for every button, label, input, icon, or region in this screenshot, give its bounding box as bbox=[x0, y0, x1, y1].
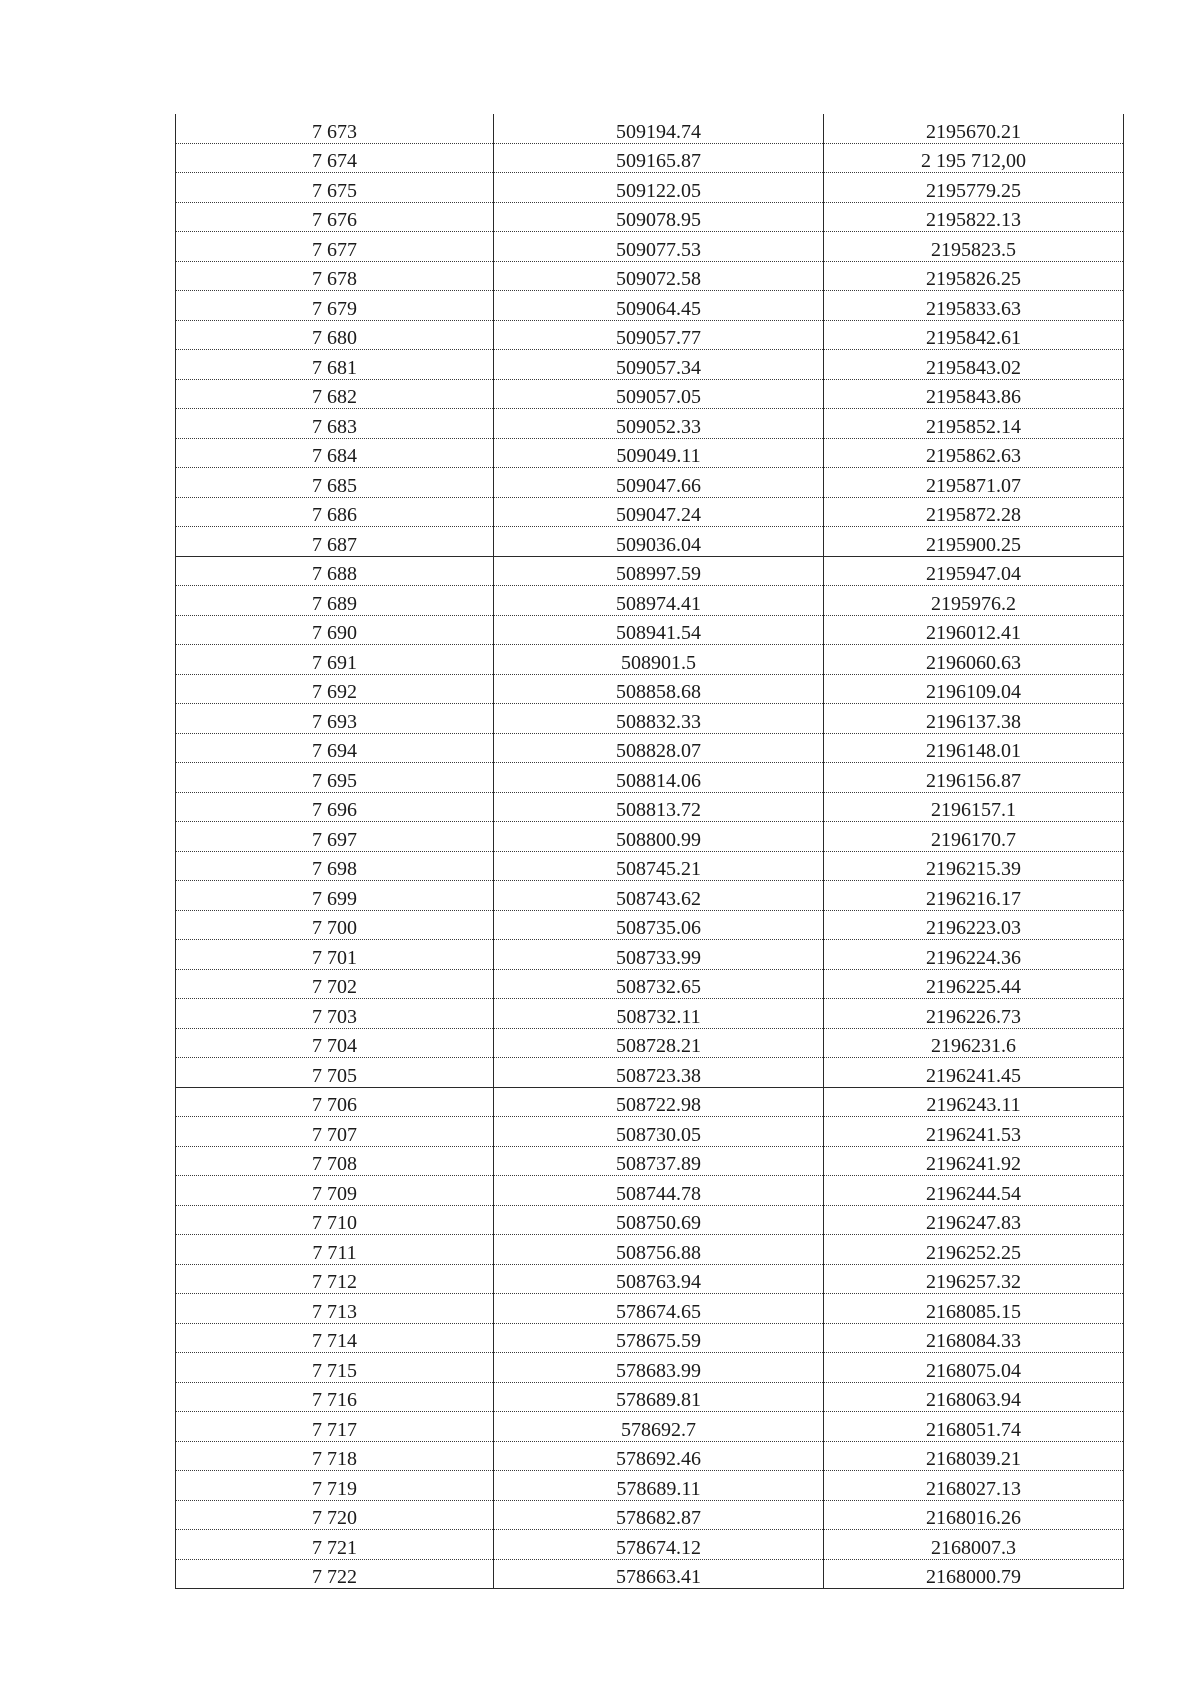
x-coordinate-cell: 509078.95 bbox=[494, 202, 824, 232]
x-coordinate-cell: 508733.99 bbox=[494, 940, 824, 970]
y-coordinate-cell: 2196156.87 bbox=[824, 763, 1124, 793]
point-number-cell: 7 698 bbox=[176, 851, 494, 881]
y-coordinate-cell: 2168085.15 bbox=[824, 1294, 1124, 1324]
point-number-cell: 7 685 bbox=[176, 468, 494, 498]
table-row bbox=[176, 999, 1124, 1029]
y-coordinate-cell: 2 195 712,00 bbox=[824, 143, 1124, 173]
point-number-cell: 7 673 bbox=[176, 114, 494, 143]
table-row bbox=[176, 674, 1124, 704]
x-coordinate-cell: 509064.45 bbox=[494, 291, 824, 321]
point-number-cell: 7 696 bbox=[176, 792, 494, 822]
x-coordinate-cell: 578689.81 bbox=[494, 1382, 824, 1412]
y-coordinate-cell: 2196243.11 bbox=[824, 1087, 1124, 1117]
point-number-cell: 7 677 bbox=[176, 232, 494, 262]
x-coordinate-cell: 509036.04 bbox=[494, 527, 824, 557]
table-row bbox=[176, 1441, 1124, 1471]
table-row bbox=[176, 468, 1124, 498]
x-coordinate-cell: 578674.65 bbox=[494, 1294, 824, 1324]
table-row bbox=[176, 704, 1124, 734]
x-coordinate-cell: 578682.87 bbox=[494, 1500, 824, 1530]
point-number-cell: 7 704 bbox=[176, 1028, 494, 1058]
table-row bbox=[176, 556, 1124, 586]
y-coordinate-cell: 2196224.36 bbox=[824, 940, 1124, 970]
table-row bbox=[176, 438, 1124, 468]
point-number-cell: 7 692 bbox=[176, 674, 494, 704]
point-number-cell: 7 703 bbox=[176, 999, 494, 1029]
x-coordinate-cell: 508997.59 bbox=[494, 556, 824, 586]
table-row bbox=[176, 527, 1124, 557]
y-coordinate-cell: 2195842.61 bbox=[824, 320, 1124, 350]
x-coordinate-cell: 509047.24 bbox=[494, 497, 824, 527]
point-number-cell: 7 713 bbox=[176, 1294, 494, 1324]
point-number-cell: 7 674 bbox=[176, 143, 494, 173]
x-coordinate-cell: 578674.12 bbox=[494, 1530, 824, 1560]
y-coordinate-cell: 2195862.63 bbox=[824, 438, 1124, 468]
y-coordinate-cell: 2168016.26 bbox=[824, 1500, 1124, 1530]
y-coordinate-cell: 2196241.53 bbox=[824, 1117, 1124, 1147]
y-coordinate-cell: 2195843.86 bbox=[824, 379, 1124, 409]
point-number-cell: 7 720 bbox=[176, 1500, 494, 1530]
table-row bbox=[176, 1294, 1124, 1324]
table-row bbox=[176, 320, 1124, 350]
table-row bbox=[176, 409, 1124, 439]
point-number-cell: 7 705 bbox=[176, 1058, 494, 1088]
point-number-cell: 7 697 bbox=[176, 822, 494, 852]
point-number-cell: 7 708 bbox=[176, 1146, 494, 1176]
y-coordinate-cell: 2195833.63 bbox=[824, 291, 1124, 321]
x-coordinate-cell: 508737.89 bbox=[494, 1146, 824, 1176]
x-coordinate-cell: 509047.66 bbox=[494, 468, 824, 498]
x-coordinate-cell: 508800.99 bbox=[494, 822, 824, 852]
point-number-cell: 7 695 bbox=[176, 763, 494, 793]
table-row bbox=[176, 1117, 1124, 1147]
y-coordinate-cell: 2196257.32 bbox=[824, 1264, 1124, 1294]
point-number-cell: 7 712 bbox=[176, 1264, 494, 1294]
point-number-cell: 7 679 bbox=[176, 291, 494, 321]
table-row bbox=[176, 1028, 1124, 1058]
point-number-cell: 7 711 bbox=[176, 1235, 494, 1265]
point-number-cell: 7 717 bbox=[176, 1412, 494, 1442]
y-coordinate-cell: 2196223.03 bbox=[824, 910, 1124, 940]
x-coordinate-cell: 578683.99 bbox=[494, 1353, 824, 1383]
x-coordinate-cell: 508732.65 bbox=[494, 969, 824, 999]
y-coordinate-cell: 2168084.33 bbox=[824, 1323, 1124, 1353]
table-row bbox=[176, 1205, 1124, 1235]
x-coordinate-cell: 508750.69 bbox=[494, 1205, 824, 1235]
y-coordinate-cell: 2196215.39 bbox=[824, 851, 1124, 881]
x-coordinate-cell: 508828.07 bbox=[494, 733, 824, 763]
table-row bbox=[176, 1353, 1124, 1383]
x-coordinate-cell: 508744.78 bbox=[494, 1176, 824, 1206]
table-row bbox=[176, 645, 1124, 675]
y-coordinate-cell: 2168063.94 bbox=[824, 1382, 1124, 1412]
point-number-cell: 7 718 bbox=[176, 1441, 494, 1471]
coordinates-table bbox=[175, 114, 1124, 1589]
point-number-cell: 7 682 bbox=[176, 379, 494, 409]
point-number-cell: 7 702 bbox=[176, 969, 494, 999]
y-coordinate-cell: 2196226.73 bbox=[824, 999, 1124, 1029]
x-coordinate-cell: 508832.33 bbox=[494, 704, 824, 734]
y-coordinate-cell: 2196137.38 bbox=[824, 704, 1124, 734]
point-number-cell: 7 693 bbox=[176, 704, 494, 734]
point-number-cell: 7 714 bbox=[176, 1323, 494, 1353]
y-coordinate-cell: 2168051.74 bbox=[824, 1412, 1124, 1442]
y-coordinate-cell: 2195843.02 bbox=[824, 350, 1124, 380]
point-number-cell: 7 715 bbox=[176, 1353, 494, 1383]
table-row bbox=[176, 1176, 1124, 1206]
y-coordinate-cell: 2196241.92 bbox=[824, 1146, 1124, 1176]
table-row bbox=[176, 1235, 1124, 1265]
table-row bbox=[176, 1058, 1124, 1088]
x-coordinate-cell: 509057.05 bbox=[494, 379, 824, 409]
table-row bbox=[176, 615, 1124, 645]
x-coordinate-cell: 578692.46 bbox=[494, 1441, 824, 1471]
table-row bbox=[176, 173, 1124, 203]
table-row bbox=[176, 232, 1124, 262]
point-number-cell: 7 691 bbox=[176, 645, 494, 675]
y-coordinate-cell: 2168075.04 bbox=[824, 1353, 1124, 1383]
table-row bbox=[176, 1559, 1124, 1589]
y-coordinate-cell: 2195826.25 bbox=[824, 261, 1124, 291]
x-coordinate-cell: 578663.41 bbox=[494, 1559, 824, 1589]
x-coordinate-cell: 508858.68 bbox=[494, 674, 824, 704]
point-number-cell: 7 699 bbox=[176, 881, 494, 911]
y-coordinate-cell: 2196170.7 bbox=[824, 822, 1124, 852]
table-row bbox=[176, 350, 1124, 380]
x-coordinate-cell: 508728.21 bbox=[494, 1028, 824, 1058]
table-row bbox=[176, 1500, 1124, 1530]
x-coordinate-cell: 508735.06 bbox=[494, 910, 824, 940]
x-coordinate-cell: 508813.72 bbox=[494, 792, 824, 822]
y-coordinate-cell: 2168039.21 bbox=[824, 1441, 1124, 1471]
table-row bbox=[176, 202, 1124, 232]
x-coordinate-cell: 508745.21 bbox=[494, 851, 824, 881]
point-number-cell: 7 689 bbox=[176, 586, 494, 616]
point-number-cell: 7 716 bbox=[176, 1382, 494, 1412]
y-coordinate-cell: 2195779.25 bbox=[824, 173, 1124, 203]
point-number-cell: 7 710 bbox=[176, 1205, 494, 1235]
x-coordinate-cell: 508763.94 bbox=[494, 1264, 824, 1294]
point-number-cell: 7 721 bbox=[176, 1530, 494, 1560]
y-coordinate-cell: 2195976.2 bbox=[824, 586, 1124, 616]
x-coordinate-cell: 509194.74 bbox=[494, 114, 824, 143]
x-coordinate-cell: 508732.11 bbox=[494, 999, 824, 1029]
table-row bbox=[176, 1471, 1124, 1501]
x-coordinate-cell: 578689.11 bbox=[494, 1471, 824, 1501]
point-number-cell: 7 683 bbox=[176, 409, 494, 439]
table-row bbox=[176, 1264, 1124, 1294]
x-coordinate-cell: 508730.05 bbox=[494, 1117, 824, 1147]
y-coordinate-cell: 2196012.41 bbox=[824, 615, 1124, 645]
table-row bbox=[176, 586, 1124, 616]
x-coordinate-cell: 509049.11 bbox=[494, 438, 824, 468]
x-coordinate-cell: 509122.05 bbox=[494, 173, 824, 203]
point-number-cell: 7 687 bbox=[176, 527, 494, 557]
point-number-cell: 7 681 bbox=[176, 350, 494, 380]
x-coordinate-cell: 578692.7 bbox=[494, 1412, 824, 1442]
point-number-cell: 7 680 bbox=[176, 320, 494, 350]
table-row bbox=[176, 143, 1124, 173]
point-number-cell: 7 709 bbox=[176, 1176, 494, 1206]
table-row bbox=[176, 822, 1124, 852]
x-coordinate-cell: 509052.33 bbox=[494, 409, 824, 439]
x-coordinate-cell: 508743.62 bbox=[494, 881, 824, 911]
point-number-cell: 7 690 bbox=[176, 615, 494, 645]
y-coordinate-cell: 2196241.45 bbox=[824, 1058, 1124, 1088]
y-coordinate-cell: 2195670.21 bbox=[824, 114, 1124, 143]
point-number-cell: 7 684 bbox=[176, 438, 494, 468]
y-coordinate-cell: 2195872.28 bbox=[824, 497, 1124, 527]
point-number-cell: 7 706 bbox=[176, 1087, 494, 1117]
point-number-cell: 7 676 bbox=[176, 202, 494, 232]
x-coordinate-cell: 509165.87 bbox=[494, 143, 824, 173]
point-number-cell: 7 675 bbox=[176, 173, 494, 203]
y-coordinate-cell: 2196231.6 bbox=[824, 1028, 1124, 1058]
y-coordinate-cell: 2195947.04 bbox=[824, 556, 1124, 586]
y-coordinate-cell: 2196225.44 bbox=[824, 969, 1124, 999]
coordinates-table-body bbox=[176, 114, 1124, 1589]
point-number-cell: 7 722 bbox=[176, 1559, 494, 1589]
point-number-cell: 7 686 bbox=[176, 497, 494, 527]
y-coordinate-cell: 2195871.07 bbox=[824, 468, 1124, 498]
table-row bbox=[176, 792, 1124, 822]
y-coordinate-cell: 2196216.17 bbox=[824, 881, 1124, 911]
x-coordinate-cell: 509077.53 bbox=[494, 232, 824, 262]
x-coordinate-cell: 508941.54 bbox=[494, 615, 824, 645]
point-number-cell: 7 701 bbox=[176, 940, 494, 970]
x-coordinate-cell: 508974.41 bbox=[494, 586, 824, 616]
x-coordinate-cell: 508723.38 bbox=[494, 1058, 824, 1088]
y-coordinate-cell: 2195822.13 bbox=[824, 202, 1124, 232]
table-row bbox=[176, 940, 1124, 970]
table-row bbox=[176, 379, 1124, 409]
x-coordinate-cell: 509057.34 bbox=[494, 350, 824, 380]
table-row bbox=[176, 261, 1124, 291]
y-coordinate-cell: 2168027.13 bbox=[824, 1471, 1124, 1501]
point-number-cell: 7 688 bbox=[176, 556, 494, 586]
table-row bbox=[176, 1412, 1124, 1442]
table-row bbox=[176, 1530, 1124, 1560]
table-row bbox=[176, 1323, 1124, 1353]
x-coordinate-cell: 508901.5 bbox=[494, 645, 824, 675]
y-coordinate-cell: 2196247.83 bbox=[824, 1205, 1124, 1235]
table-row bbox=[176, 851, 1124, 881]
y-coordinate-cell: 2195823.5 bbox=[824, 232, 1124, 262]
y-coordinate-cell: 2196109.04 bbox=[824, 674, 1124, 704]
table-row bbox=[176, 969, 1124, 999]
point-number-cell: 7 700 bbox=[176, 910, 494, 940]
y-coordinate-cell: 2168000.79 bbox=[824, 1559, 1124, 1589]
table-row bbox=[176, 114, 1124, 143]
table-row bbox=[176, 1146, 1124, 1176]
point-number-cell: 7 707 bbox=[176, 1117, 494, 1147]
y-coordinate-cell: 2168007.3 bbox=[824, 1530, 1124, 1560]
table-row bbox=[176, 763, 1124, 793]
y-coordinate-cell: 2196157.1 bbox=[824, 792, 1124, 822]
y-coordinate-cell: 2196244.54 bbox=[824, 1176, 1124, 1206]
x-coordinate-cell: 508756.88 bbox=[494, 1235, 824, 1265]
x-coordinate-cell: 508814.06 bbox=[494, 763, 824, 793]
y-coordinate-cell: 2195852.14 bbox=[824, 409, 1124, 439]
table-row bbox=[176, 497, 1124, 527]
y-coordinate-cell: 2196252.25 bbox=[824, 1235, 1124, 1265]
point-number-cell: 7 694 bbox=[176, 733, 494, 763]
y-coordinate-cell: 2196060.63 bbox=[824, 645, 1124, 675]
x-coordinate-cell: 578675.59 bbox=[494, 1323, 824, 1353]
x-coordinate-cell: 509072.58 bbox=[494, 261, 824, 291]
x-coordinate-cell: 509057.77 bbox=[494, 320, 824, 350]
x-coordinate-cell: 508722.98 bbox=[494, 1087, 824, 1117]
table-row bbox=[176, 1382, 1124, 1412]
point-number-cell: 7 678 bbox=[176, 261, 494, 291]
y-coordinate-cell: 2195900.25 bbox=[824, 527, 1124, 557]
point-number-cell: 7 719 bbox=[176, 1471, 494, 1501]
table-row bbox=[176, 291, 1124, 321]
table-row bbox=[176, 881, 1124, 911]
table-row bbox=[176, 910, 1124, 940]
table-row bbox=[176, 1087, 1124, 1117]
y-coordinate-cell: 2196148.01 bbox=[824, 733, 1124, 763]
table-row bbox=[176, 733, 1124, 763]
